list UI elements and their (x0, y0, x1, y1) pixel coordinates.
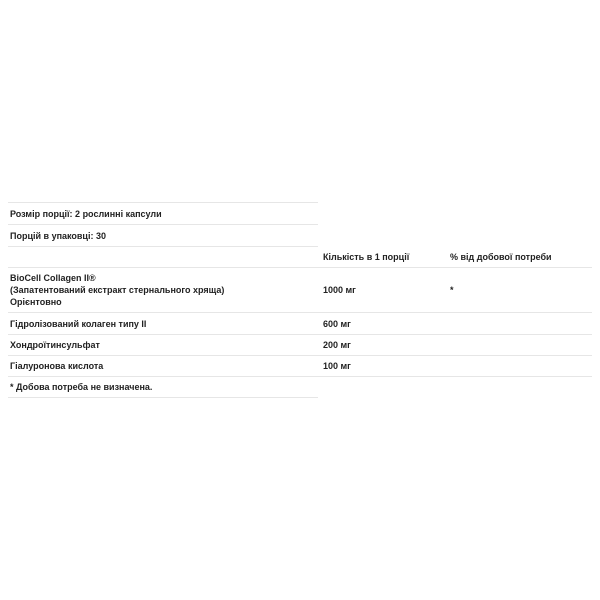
footnote: * Добова потреба не визначена. (10, 382, 153, 392)
dv-header: % від добової потреби (450, 252, 552, 262)
ingredient-name: Хондроїтинсульфат (10, 340, 100, 350)
amount: 600 мг (323, 318, 351, 329)
ingredient-name: Гіалуронова кислота (10, 361, 104, 371)
serving-size-row (8, 203, 318, 225)
ingredient-name: BioCell Collagen II® (Запатентований екстракт стернального хряща) Орієнтовно (10, 273, 225, 307)
serving-size: Розмір порції: 2 рослинні капсули (10, 208, 162, 219)
table-row (8, 335, 592, 356)
table-row (8, 356, 592, 377)
servings-per-container-row (8, 225, 318, 247)
amount-header: Кількість в 1 порції (323, 252, 410, 262)
table-row (8, 313, 592, 335)
ingredient-name: Гідролізований колаген типу II (10, 318, 147, 329)
amount: 1000 мг (323, 285, 356, 295)
servings-per-container: Порцій в упаковці: 30 (10, 230, 106, 241)
amount: 200 мг (323, 340, 351, 350)
amount: 100 мг (323, 361, 351, 371)
dv: * (450, 285, 454, 295)
footnote-row (8, 377, 318, 398)
table-header (8, 247, 592, 268)
table-row (8, 268, 592, 313)
